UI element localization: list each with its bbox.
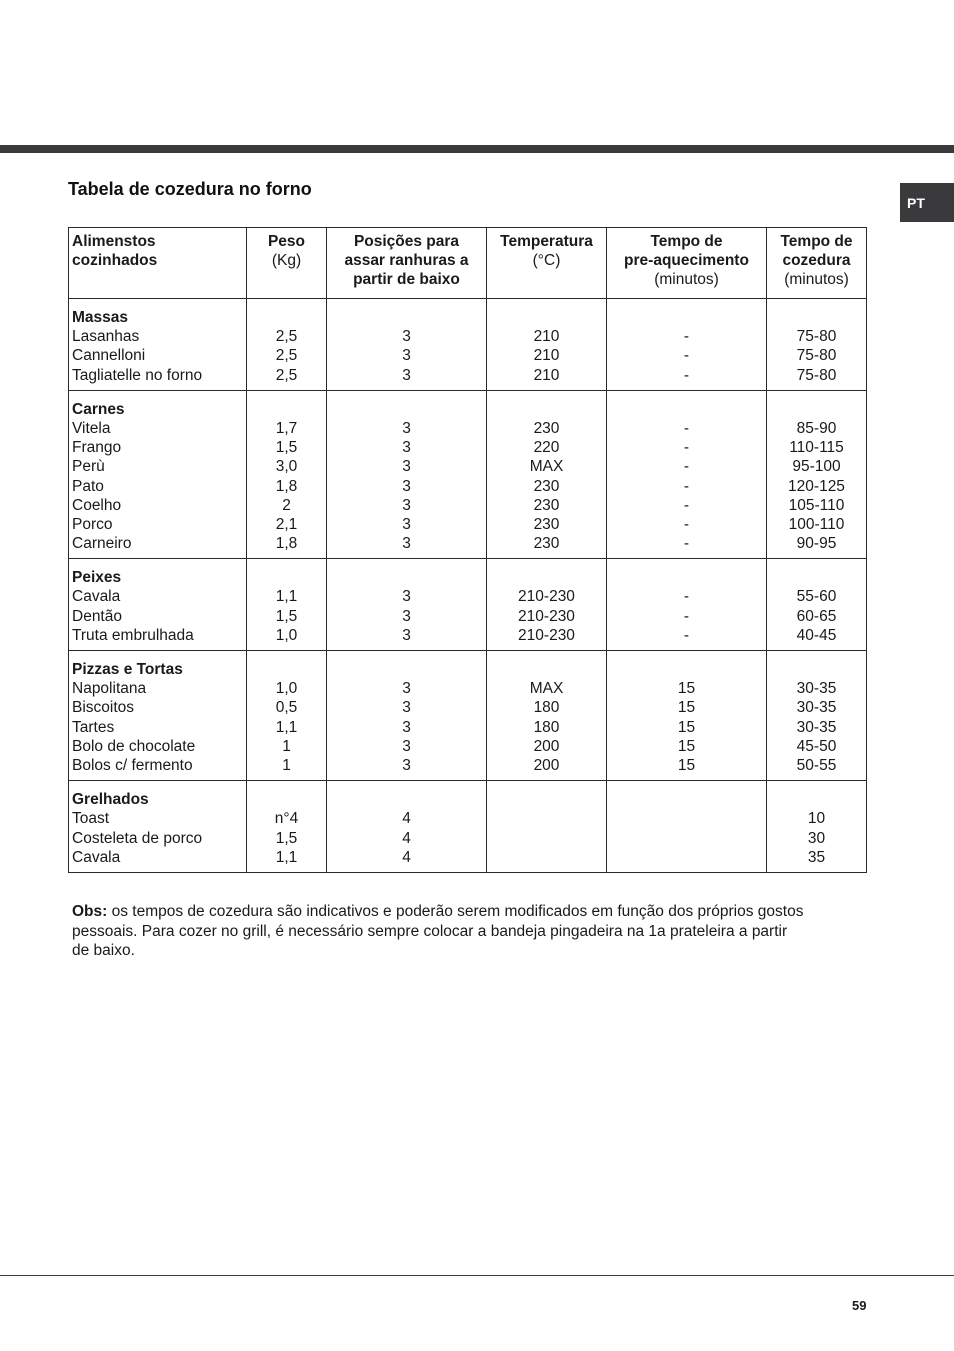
food-item: Cavala bbox=[72, 848, 121, 866]
header-food: Alimenstos cozinhados bbox=[69, 228, 247, 299]
header-weight: Peso (Kg) bbox=[247, 228, 327, 299]
category-label: Pizzas e Tortas bbox=[72, 661, 183, 679]
food-item: Carneiro bbox=[72, 535, 132, 553]
table-row bbox=[69, 559, 867, 651]
preheat-value: - bbox=[683, 607, 690, 625]
category-label: Massas bbox=[72, 309, 129, 326]
position-value: 3 bbox=[402, 458, 411, 476]
food-item: Biscoitos bbox=[72, 699, 135, 717]
temperature-cell bbox=[487, 781, 607, 873]
category-label: Grelhados bbox=[72, 791, 149, 809]
cooking-time-value: 110-115 bbox=[789, 439, 844, 457]
cooking-time-cell bbox=[767, 299, 867, 391]
temperature-value: MAX bbox=[529, 458, 564, 476]
weight-value: 1,5 bbox=[275, 829, 298, 847]
food-cell bbox=[69, 781, 247, 873]
header-cooking-time: Tempo de cozedura (minutos) bbox=[767, 228, 867, 299]
temperature-value: 230 bbox=[533, 535, 560, 553]
category-label: Carnes bbox=[72, 400, 125, 418]
weight-cell bbox=[247, 559, 327, 651]
weight-value: 0,5 bbox=[275, 699, 298, 717]
cooking-time-value: 30-35 bbox=[796, 699, 837, 717]
food-item: Perù bbox=[72, 458, 105, 476]
cooking-time-value: 35 bbox=[807, 848, 826, 866]
food-item: Frango bbox=[72, 439, 122, 457]
weight-value: 2,5 bbox=[275, 366, 298, 384]
preheat-value bbox=[607, 848, 766, 867]
weight-value: 1,7 bbox=[275, 419, 298, 437]
position-cell bbox=[327, 390, 487, 559]
weight-value: 1,1 bbox=[275, 718, 298, 736]
weight-value: 1,0 bbox=[275, 680, 298, 698]
food-cell bbox=[69, 299, 247, 391]
temperature-value: 230 bbox=[533, 496, 560, 514]
cooking-time-value: 30-35 bbox=[796, 718, 837, 736]
food-cell bbox=[69, 390, 247, 559]
weight-value: 1 bbox=[282, 756, 291, 774]
language-tab: PT bbox=[900, 183, 954, 222]
preheat-cell bbox=[607, 781, 767, 873]
cooking-time-value: 10 bbox=[807, 810, 826, 828]
table-header-row bbox=[69, 228, 867, 299]
preheat-value: 15 bbox=[677, 737, 696, 755]
position-value: 4 bbox=[402, 848, 411, 866]
weight-cell bbox=[247, 390, 327, 559]
cooking-time-value: 105-110 bbox=[788, 496, 845, 514]
weight-value: 1,5 bbox=[275, 439, 298, 457]
position-value: 3 bbox=[402, 756, 411, 774]
temperature-cell bbox=[487, 299, 607, 391]
temperature-cell bbox=[487, 390, 607, 559]
weight-cell bbox=[247, 781, 327, 873]
cooking-time-cell bbox=[767, 559, 867, 651]
position-value: 3 bbox=[402, 366, 411, 384]
preheat-value: - bbox=[683, 439, 690, 457]
obs-label: Obs: bbox=[72, 903, 108, 920]
temperature-value: 210-230 bbox=[518, 588, 575, 606]
cooking-time-value: 90-95 bbox=[796, 535, 837, 553]
preheat-value: - bbox=[683, 458, 690, 476]
page-title: Tabela de cozedura no forno bbox=[68, 179, 312, 199]
temperature-value: 210-230 bbox=[518, 607, 575, 625]
table-row bbox=[69, 651, 867, 781]
preheat-value: - bbox=[683, 496, 690, 514]
food-item: Cannelloni bbox=[72, 347, 146, 365]
bottom-divider bbox=[0, 1275, 954, 1276]
temperature-value: 180 bbox=[533, 699, 560, 717]
preheat-cell bbox=[607, 651, 767, 781]
weight-value: 2 bbox=[282, 496, 291, 514]
weight-value: 2,1 bbox=[275, 515, 298, 533]
cooking-time-value: 95-100 bbox=[792, 458, 841, 476]
weight-value: n°4 bbox=[274, 810, 299, 828]
food-item: Toast bbox=[72, 810, 110, 828]
food-item: Dentão bbox=[72, 607, 122, 625]
position-value: 3 bbox=[402, 699, 411, 717]
cooking-time-value: 75-80 bbox=[796, 366, 837, 384]
weight-cell bbox=[247, 651, 327, 781]
position-value: 3 bbox=[402, 347, 411, 365]
food-item: Pato bbox=[72, 477, 104, 495]
weight-value: 2,5 bbox=[275, 328, 298, 346]
food-cell bbox=[69, 559, 247, 651]
preheat-value: - bbox=[683, 419, 690, 437]
preheat-value: - bbox=[683, 535, 690, 553]
position-value: 3 bbox=[402, 477, 411, 495]
temperature-value: 230 bbox=[533, 515, 560, 533]
temperature-value bbox=[487, 848, 606, 867]
temperature-value: 210-230 bbox=[518, 626, 575, 644]
obs-line-1: os tempos de cozedura são indicativos e poderão serem modificados em função dos próprios gostos bbox=[107, 903, 804, 920]
temperature-value: 180 bbox=[533, 718, 560, 736]
weight-value: 1,1 bbox=[275, 588, 298, 606]
header-preheat: Tempo de pre-aquecimento (minutos) bbox=[607, 228, 767, 299]
obs-line-3: de baixo. bbox=[72, 942, 135, 959]
weight-value: 1,0 bbox=[275, 626, 298, 644]
position-cell bbox=[327, 299, 487, 391]
preheat-value: - bbox=[683, 328, 690, 346]
position-value: 3 bbox=[402, 718, 411, 736]
cooking-time-value: 75-80 bbox=[796, 328, 837, 346]
food-item: Vitela bbox=[72, 419, 111, 437]
preheat-cell bbox=[607, 299, 767, 391]
temperature-cell bbox=[487, 651, 607, 781]
position-value: 3 bbox=[402, 607, 411, 625]
preheat-value: - bbox=[683, 347, 690, 365]
food-cell bbox=[69, 651, 247, 781]
cooking-time-value: 85-90 bbox=[796, 419, 837, 437]
cooking-time-value: 50-55 bbox=[796, 756, 837, 774]
position-value: 3 bbox=[402, 496, 411, 514]
position-value: 4 bbox=[402, 829, 411, 847]
position-value: 3 bbox=[402, 439, 411, 457]
food-item: Bolo de chocolate bbox=[72, 737, 196, 755]
header-position: Posições para assar ranhuras a partir de baixo bbox=[327, 228, 487, 299]
table-body bbox=[69, 299, 867, 873]
preheat-value: 15 bbox=[677, 680, 696, 698]
position-cell bbox=[327, 559, 487, 651]
preheat-value: 15 bbox=[677, 756, 696, 774]
food-item: Porco bbox=[72, 515, 113, 533]
temperature-value: 230 bbox=[533, 477, 560, 495]
preheat-value: - bbox=[683, 588, 690, 606]
preheat-value: - bbox=[683, 515, 690, 533]
temperature-cell bbox=[487, 559, 607, 651]
preheat-cell bbox=[607, 390, 767, 559]
cooking-time-cell bbox=[767, 781, 867, 873]
position-value: 3 bbox=[402, 626, 411, 644]
cooking-time-value: 30 bbox=[807, 829, 826, 847]
position-cell bbox=[327, 651, 487, 781]
position-value: 3 bbox=[402, 515, 411, 533]
temperature-value: 200 bbox=[533, 756, 560, 774]
position-value: 3 bbox=[402, 535, 411, 553]
cooking-time-value: 100-110 bbox=[788, 515, 845, 533]
position-value: 3 bbox=[402, 419, 411, 437]
cooking-time-value: 55-60 bbox=[796, 588, 837, 606]
cooking-time-value: 40-45 bbox=[796, 626, 837, 644]
temperature-value: 210 bbox=[533, 347, 560, 365]
cooking-time-cell bbox=[767, 390, 867, 559]
cooking-time-value: 30-35 bbox=[796, 680, 837, 698]
preheat-value: 15 bbox=[677, 699, 696, 717]
observation-note bbox=[72, 902, 852, 961]
food-item: Tagliatelle no forno bbox=[72, 366, 203, 384]
temperature-value: 200 bbox=[533, 737, 560, 755]
position-value: 3 bbox=[402, 680, 411, 698]
weight-value: 1,5 bbox=[275, 607, 298, 625]
position-cell bbox=[327, 781, 487, 873]
header-temperature: Temperatura (°C) bbox=[487, 228, 607, 299]
weight-cell bbox=[247, 299, 327, 391]
cooking-time-value: 60-65 bbox=[796, 607, 837, 625]
weight-value: 1,8 bbox=[275, 535, 298, 553]
food-item: Napolitana bbox=[72, 680, 147, 698]
temperature-value: 210 bbox=[533, 366, 560, 384]
category-label: Peixes bbox=[72, 569, 122, 587]
food-item: Costeleta de porco bbox=[72, 829, 203, 847]
preheat-value bbox=[607, 829, 766, 848]
food-item: Cavala bbox=[72, 588, 121, 606]
weight-value: 1 bbox=[282, 737, 291, 755]
preheat-cell bbox=[607, 559, 767, 651]
food-item: Tartes bbox=[72, 718, 115, 736]
cooking-time-value: 45-50 bbox=[796, 737, 837, 755]
temperature-value bbox=[487, 829, 606, 848]
food-item: Lasanhas bbox=[72, 328, 140, 346]
temperature-value: MAX bbox=[529, 680, 564, 698]
page-number: 59 bbox=[852, 1298, 867, 1313]
position-value: 3 bbox=[402, 588, 411, 606]
cooking-time-cell bbox=[767, 651, 867, 781]
table-row bbox=[69, 781, 867, 873]
cooking-table bbox=[68, 227, 867, 873]
obs-line-2: pessoais. Para cozer no grill, é necessário sempre colocar a bandeja pingadeira na 1a prateleira a partir bbox=[72, 922, 788, 940]
preheat-value: - bbox=[683, 477, 690, 495]
temperature-value: 230 bbox=[533, 419, 560, 437]
top-divider-bar bbox=[0, 145, 954, 153]
preheat-value: - bbox=[683, 626, 690, 644]
cooking-time-value: 120-125 bbox=[788, 477, 845, 495]
temperature-value bbox=[487, 809, 606, 828]
weight-value: 1,1 bbox=[275, 848, 298, 866]
weight-value: 1,8 bbox=[275, 477, 298, 495]
temperature-value: 220 bbox=[533, 439, 560, 457]
food-item: Bolos c/ fermento bbox=[72, 757, 193, 774]
table-row bbox=[69, 390, 867, 559]
position-value: 3 bbox=[402, 737, 411, 755]
position-value: 3 bbox=[402, 328, 411, 346]
temperature-value: 210 bbox=[533, 328, 560, 346]
weight-value: 2,5 bbox=[275, 347, 298, 365]
table-row bbox=[69, 299, 867, 391]
position-value: 4 bbox=[402, 810, 411, 828]
food-item: Truta embrulhada bbox=[72, 626, 194, 644]
food-item: Coelho bbox=[72, 496, 122, 514]
preheat-value: - bbox=[683, 366, 690, 384]
weight-value: 3,0 bbox=[275, 458, 298, 476]
preheat-value: 15 bbox=[677, 718, 696, 736]
cooking-time-value: 75-80 bbox=[796, 347, 837, 365]
preheat-value bbox=[607, 809, 766, 828]
